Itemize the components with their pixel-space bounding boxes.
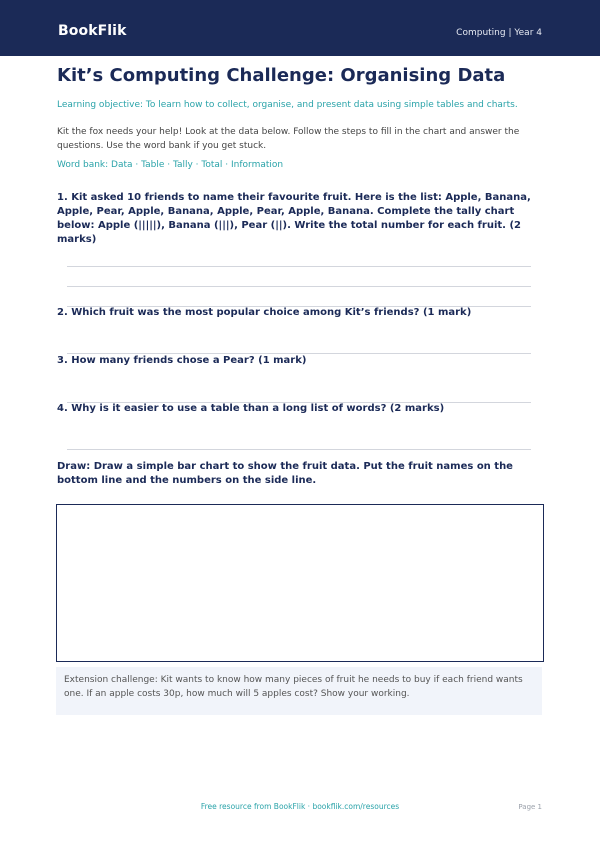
bar-chart-drawing-box[interactable] (56, 504, 544, 662)
page-number: Page 1 (518, 803, 542, 811)
answer-line[interactable] (67, 286, 531, 287)
footer-credit: Free resource from BookFlik · bookflik.com/resources (200, 802, 400, 811)
question-1: 1. Kit asked 10 friends to name their favourite fruit. Here is the list: Apple, Banana, Apple, Pear, Apple, Banana, Apple, Pear, Apple, Banana. Complete the tally chart below: Apple (|||||), Banana (|||), Pear (||). Write the total number for each fruit. (2 marks) (57, 192, 531, 245)
subject-year-label: Computing | Year 4 (456, 28, 542, 38)
word-bank: Word bank: Data · Table · Tally · Total · Information (57, 160, 284, 170)
worksheet-title: Kit’s Computing Challenge: Organising Data (57, 65, 506, 86)
brand-logo-text: BookFlik (58, 23, 127, 39)
learning-objective: Learning objective: To learn how to collect, organise, and present data using simple tables and charts. (57, 100, 518, 110)
answer-line[interactable] (67, 449, 531, 450)
intro-text: Kit the fox needs your help! Look at the data below. Follow the steps to fill in the chart and answer the questions. Use the word bank if you get stuck. (57, 127, 520, 151)
extension-challenge: Extension challenge: Kit wants to know how many pieces of fruit he needs to buy if each friend wants one. If an apple costs 30p, how much will 5 apples cost? Show your working. (56, 667, 542, 715)
answer-line[interactable] (67, 266, 531, 267)
question-3: 3. How many friends chose a Pear? (1 mark) (57, 355, 307, 366)
page-header (0, 0, 600, 56)
draw-task-instruction: Draw: Draw a simple bar chart to show the fruit data. Put the fruit names on the bottom line and the numbers on the side line. (57, 461, 513, 486)
question-2: 2. Which fruit was the most popular choice among Kit’s friends? (1 mark) (57, 307, 472, 318)
question-4: 4. Why is it easier to use a table than a long list of words? (2 marks) (57, 403, 445, 414)
